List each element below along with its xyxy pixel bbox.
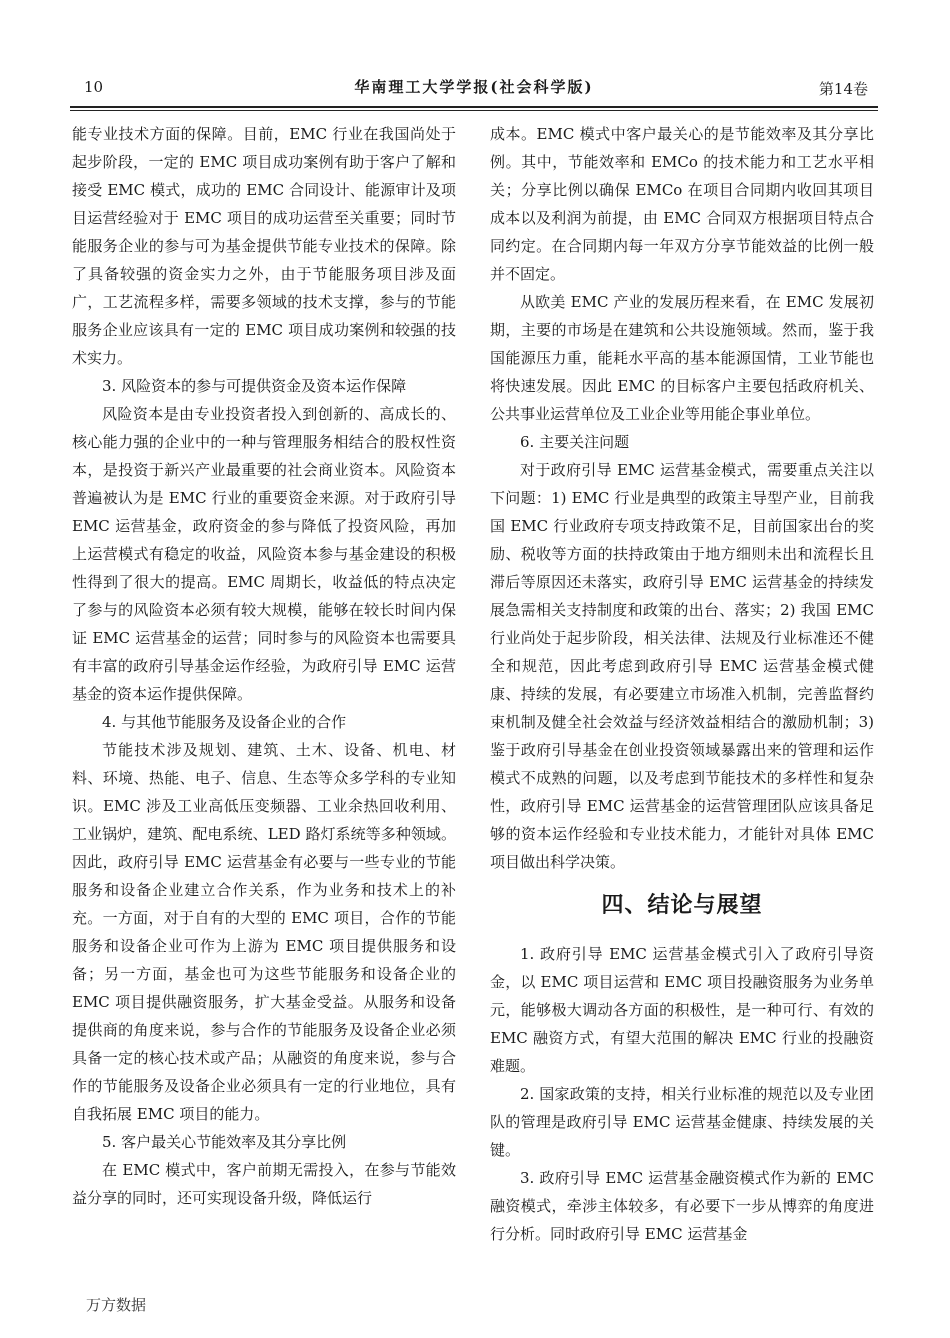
volume-label: 第14卷 (818, 80, 868, 98)
header-rule-thin (70, 110, 878, 111)
right-column (490, 120, 874, 1248)
watermark-text: 万方数据 (86, 1296, 147, 1314)
paragraph: 对于政府引导 EMC 运营基金模式，需要重点关注以下问题：1) EMC 行业是典型的政策主导型产业，目前我国 EMC 行业政府专项支持政策不足，目前国家出台的奖励、税收等方面的扶持政策由于地方细则未出和流程长且滞后等原因还未落实，政府引导 EMC 运营基金的持续发展急需相关支持制度和政策的出台、落实；2) 我国 EMC 行业尚处于起步阶段，相关法律、法规及行业标准还不健全和规范，因此考虑到政府引导 EMC 运营基金模式健康、持续的发展，有必要建立市场准入机制，完善监督约束机制及健全社会效益与经济效益相结合的激励机制；3) 鉴于政府引导基金在创业投资领域暴露出来的管理和运作模式不成熟的问题，以及考虑到节能技术的多样性和复杂性，政府引导 EMC 运营基金的运营管理团队应该具备足够的资本运作经验和专业技术能力，才能针对具体 EMC 项目做出科学决策。 (490, 461, 874, 871)
paragraph: 2. 国家政策的支持，相关行业标准的规范以及专业团队的管理是政府引导 EMC 运营基金健康、持续发展的关键。 (490, 1085, 874, 1159)
running-header (70, 76, 878, 102)
page-number: 10 (84, 78, 104, 96)
paragraph: 1. 政府引导 EMC 运营基金模式引入了政府引导资金，以 EMC 项目运营和 EMC 项目投融资服务为业务单元，能够极大调动各方面的积极性，是一种可行、有效的 EMC 融资方式，有望大范围的解决 EMC 行业的投融资难题。 (490, 945, 874, 1075)
subheading: 3. 风险资本的参与可提供资金及资本运作保障 (102, 377, 407, 395)
paragraph: 节能技术涉及规划、建筑、土木、设备、机电、材料、环境、热能、电子、信息、生态等众多学科的专业知识。EMC 涉及工业高低压变频器、工业余热回收利用、工业锅炉，建筑、配电系统、LED 路灯系统等多种领域。因此，政府引导 EMC 运营基金有必要与一些专业的节能服务和设备企业建立合作关系，作为业务和技术上的补充。一方面，对于自有的大型的 EMC 项目，合作的节能服务和设备企业可作为上游为 EMC 项目提供服务和设备；另一方面，基金也可为这些节能服务和设备企业的 EMC 项目提供融资服务，扩大基金受益。从服务和设备提供商的角度来说，参与合作的节能服务及设备企业必须具备一定的核心技术或产品；从融资的角度来说，参与合作的节能服务及设备企业必须具有一定的行业地位，具有自我拓展 EMC 项目的能力。 (72, 741, 456, 1123)
header-rule (70, 106, 878, 108)
paragraph: 能专业技术方面的保障。目前，EMC 行业在我国尚处于起步阶段，一定的 EMC 项目成功案例有助于客户了解和接受 EMC 模式，成功的 EMC 合同设计、能源审计及项目运营经验对于 EMC 项目的成功运营至关重要；同时节能服务企业的参与可为基金提供节能专业技术的保障。除了具备较强的资金实力之外，由于节能服务项目涉及面广，工艺流程多样，需要多领域的技术支撑，参与的节能服务企业应该具有一定的 EMC 项目成功案例和较强的技术实力。 (72, 125, 456, 367)
subheading: 5. 客户最关心节能效率及其分享比例 (102, 1133, 347, 1151)
subheading: 6. 主要关注问题 (520, 433, 630, 451)
left-column (72, 120, 456, 1212)
paragraph: 在 EMC 模式中，客户前期无需投入，在参与节能效益分享的同时，还可实现设备升级，降低运行 (72, 1161, 456, 1207)
paragraph: 成本。EMC 模式中客户最关心的是节能效率及其分享比例。其中，节能效率和 EMCo 的技术能力和工艺水平相关；分享比例以确保 EMCo 在项目合同期内收回其项目成本以及利润为前提，由 EMC 合同双方根据项目特点合同约定。在合同期内每一年双方分享节能效益的比例一般并不固定。 (490, 125, 874, 283)
subheading: 4. 与其他节能服务及设备企业的合作 (102, 713, 347, 731)
section-title: 四、结论与展望 (601, 893, 763, 918)
journal-title: 华南理工大学学报(社会科学版) (354, 78, 594, 96)
paragraph: 从欧美 EMC 产业的发展历程来看，在 EMC 发展初期，主要的市场是在建筑和公共设施领域。然而，鉴于我国能源压力重，能耗水平高的基本能源国情，工业节能也将快速发展。因此 EMC 的目标客户主要包括政府机关、公共事业运营单位及工业企业等用能企事业单位。 (490, 293, 874, 423)
paragraph: 3. 政府引导 EMC 运营基金融资模式作为新的 EMC 融资模式，牵涉主体较多，有必要下一步从博弈的角度进行分析。同时政府引导 EMC 运营基金 (490, 1169, 874, 1243)
paragraph: 风险资本是由专业投资者投入到创新的、高成长的、核心能力强的企业中的一种与管理服务相结合的股权性资本，是投资于新兴产业最重要的社会商业资本。风险资本普遍被认为是 EMC 行业的重要资金来源。对于政府引导 EMC 运营基金，政府资金的参与降低了投资风险，再加上运营模式有稳定的收益，风险资本参与基金建设的积极性得到了很大的提高。EMC 周期长，收益低的特点决定了参与的风险资本必须有较大规模，能够在较长时间内保证 EMC 运营基金的运营；同时参与的风险资本也需要具有丰富的政府引导基金运作经验，为政府引导 EMC 运营基金的资本运作提供保障。 (72, 405, 456, 703)
